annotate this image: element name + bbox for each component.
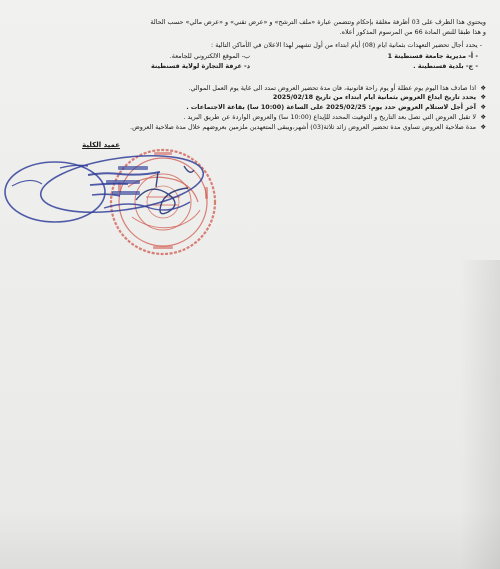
place-a: - أ- مديرية جامعة قسنطينة 1 bbox=[387, 52, 478, 60]
intro-line-1: ويحتوي هذا الظرف على 03 أظرفة مغلقة بإحكام وتتضمن عبارة «ملف الترشح» و «عرض تقني» و «عرض مالي» حسب الحالة bbox=[150, 18, 486, 26]
bullet-item: آخر أجل لاستلام العروض حدد يوم: 2025/02/25 على الساعة (10:00 سا) بقاعة الاجتماعات . bbox=[186, 103, 476, 111]
intro-line-2: و هذا طبقا للنص المادة 66 من المرسوم المذكور أعلاه. bbox=[339, 28, 486, 36]
bullet-icon: ❖ bbox=[480, 123, 486, 131]
place-b: ب- الموقع الالكتروني للجامعة. bbox=[169, 52, 250, 60]
bullet-item: يحدد تاريخ ايداع العروض بثمانية ايام ابتداء من تاريخ 2025/02/18 bbox=[272, 93, 476, 101]
bullet-icon: ❖ bbox=[480, 103, 486, 111]
place-d: د- غرفة التجارة لولاية قسنطينة bbox=[151, 62, 250, 70]
bullet-item: مدة صلاحية العروض تساوي مدة تحضير العروض زائد ثلاثة(03) أشهر،ويبقى المتعهدين ملزمين بعروضهم خلال مدة صلاحية العروض. bbox=[130, 123, 476, 131]
bullet-item: اذا صادف هذا اليوم يوم عطلة أو يوم راحة قانونية، فان مدة تحضير العروض تمدد الى غاية يوم العمل الموالي. bbox=[188, 84, 476, 92]
page-shadow-bottom bbox=[0, 509, 500, 569]
bullet-icon: ❖ bbox=[480, 84, 486, 92]
bullet-item: لا تقبل العروض التي تصل بعد التاريخ و التوقيت المحدد للإيداع (10:00 سا) والعروض الواردة عن طريق البريد . bbox=[183, 113, 476, 121]
bullet-icon: ❖ bbox=[480, 113, 486, 121]
blue-stamp-icon bbox=[0, 150, 215, 235]
place-c: - ج- بلدية قسنطينة . bbox=[413, 62, 478, 70]
bullet-icon: ❖ bbox=[480, 93, 486, 101]
signature-label: عميد الكلية bbox=[82, 141, 120, 149]
places-intro: - يحدد أجال تحضير التعهدات بثمانية ايام (08) أيام ابتداء من أول تشهير لهذا الاعلان في الأماكن التالية : bbox=[211, 41, 482, 49]
